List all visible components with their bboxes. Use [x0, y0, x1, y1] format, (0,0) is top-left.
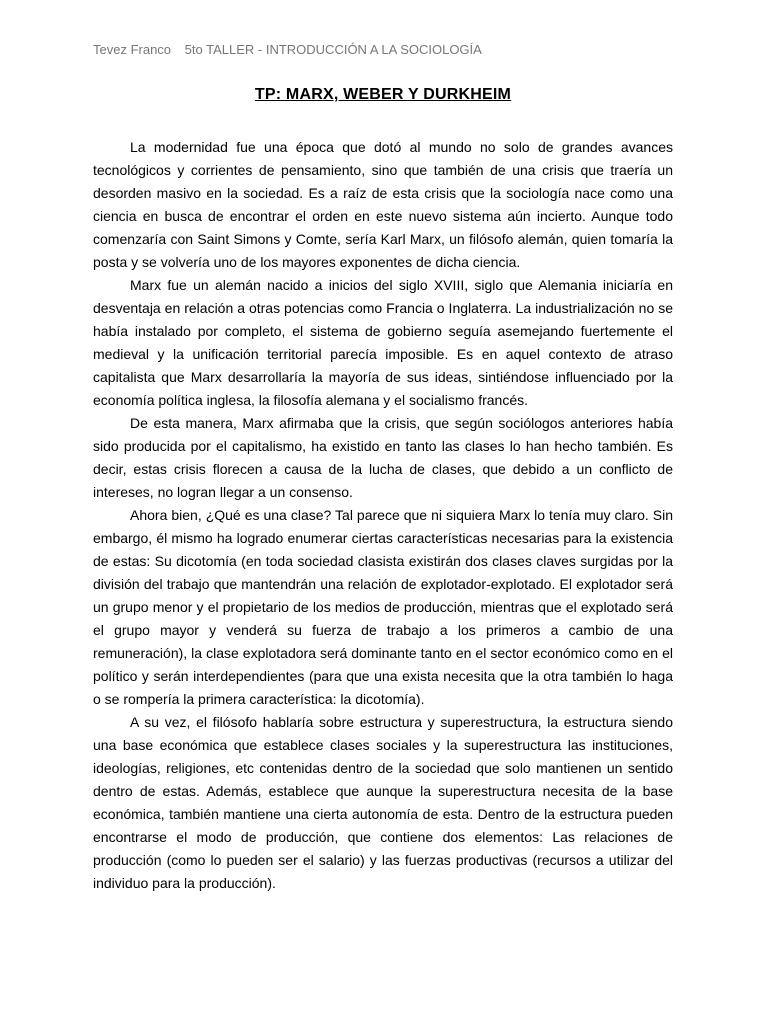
document-title: TP: MARX, WEBER Y DURKHEIM	[254, 86, 512, 103]
header-course: 5to TALLER - INTRODUCCIÓN A LA SOCIOLOGÍA	[184, 42, 482, 57]
paragraph-3: De esta manera, Marx afirmaba que la crisis, que según sociólogos anteriores había sido producida por el capitalismo, ha existido en tanto las clases lo han hecho también. Es decir, estas crisis florecen a causa de la lucha de clases, que debido a un conflicto de intereses, no logran llegar a un consenso.	[93, 415, 673, 500]
paragraph-1: La modernidad fue una época que dotó al mundo no solo de grandes avances tecnológicos y corrientes de pensamiento, sino que también de una crisis que traería un desorden masivo en la sociedad. Es a raíz de esta crisis que la sociología nace como una ciencia en busca de encontrar el orden en este nuevo sistema aún incierto. Aunque todo comenzaría con Saint Simons y Comte, sería Karl Marx, un filósofo alemán, quien tomaría la posta y se volvería uno de los mayores exponentes de dicha ciencia.	[93, 139, 673, 270]
document-body	[93, 136, 673, 895]
header-author: Tevez Franco	[93, 42, 172, 57]
page-header	[93, 42, 482, 57]
paragraph-4: Ahora bien, ¿Qué es una clase? Tal parece que ni siquiera Marx lo tenía muy claro. Sin embargo, él mismo ha logrado enumerar ciertas características necesarias para la existencia de estas: Su dicotomía (en toda sociedad clasista existirán dos clases claves surgidas por la división del trabajo que mantendrán una relación de explotador-explotado. El explotador será un grupo menor y el propietario de los medios de producción, mientras que el explotado será el grupo mayor y venderá su fuerza de trabajo a los primeros a cambio de una remuneración), la clase explotadora será dominante tanto en el sector económico como en el político y serán interdependientes (para que una exista necesita que la otra también lo haga o se rompería la primera característica: la dicotomía).	[93, 507, 673, 707]
paragraph-2: Marx fue un alemán nacido a inicios del siglo XVIII, siglo que Alemania iniciaría en desventaja en relación a otras potencias como Francia o Inglaterra. La industrialización no se había instalado por completo, el sistema de gobierno seguía asemejando fuertemente el medieval y la unificación territorial parecía imposible. Es en aquel contexto de atraso capitalista que Marx desarrollaría la mayoría de sus ideas, sintiéndose influenciado por la economía política inglesa, la filosofía alemana y el socialismo francés.	[93, 277, 673, 408]
paragraph-5: A su vez, el filósofo hablaría sobre estructura y superestructura, la estructura siendo una base económica que establece clases sociales y la superestructura las instituciones, ideologías, religiones, etc contenidas dentro de la sociedad que solo mantienen un sentido dentro de estas. Además, establece que aunque la superestructura necesita de la base económica, también mantiene una cierta autonomía de esta. Dentro de la estructura pueden encontrarse el modo de producción, que contiene dos elementos: Las relaciones de producción (como lo pueden ser el salario) y las fuerzas productivas (recursos a utilizar del individuo para la producción).	[93, 714, 673, 891]
